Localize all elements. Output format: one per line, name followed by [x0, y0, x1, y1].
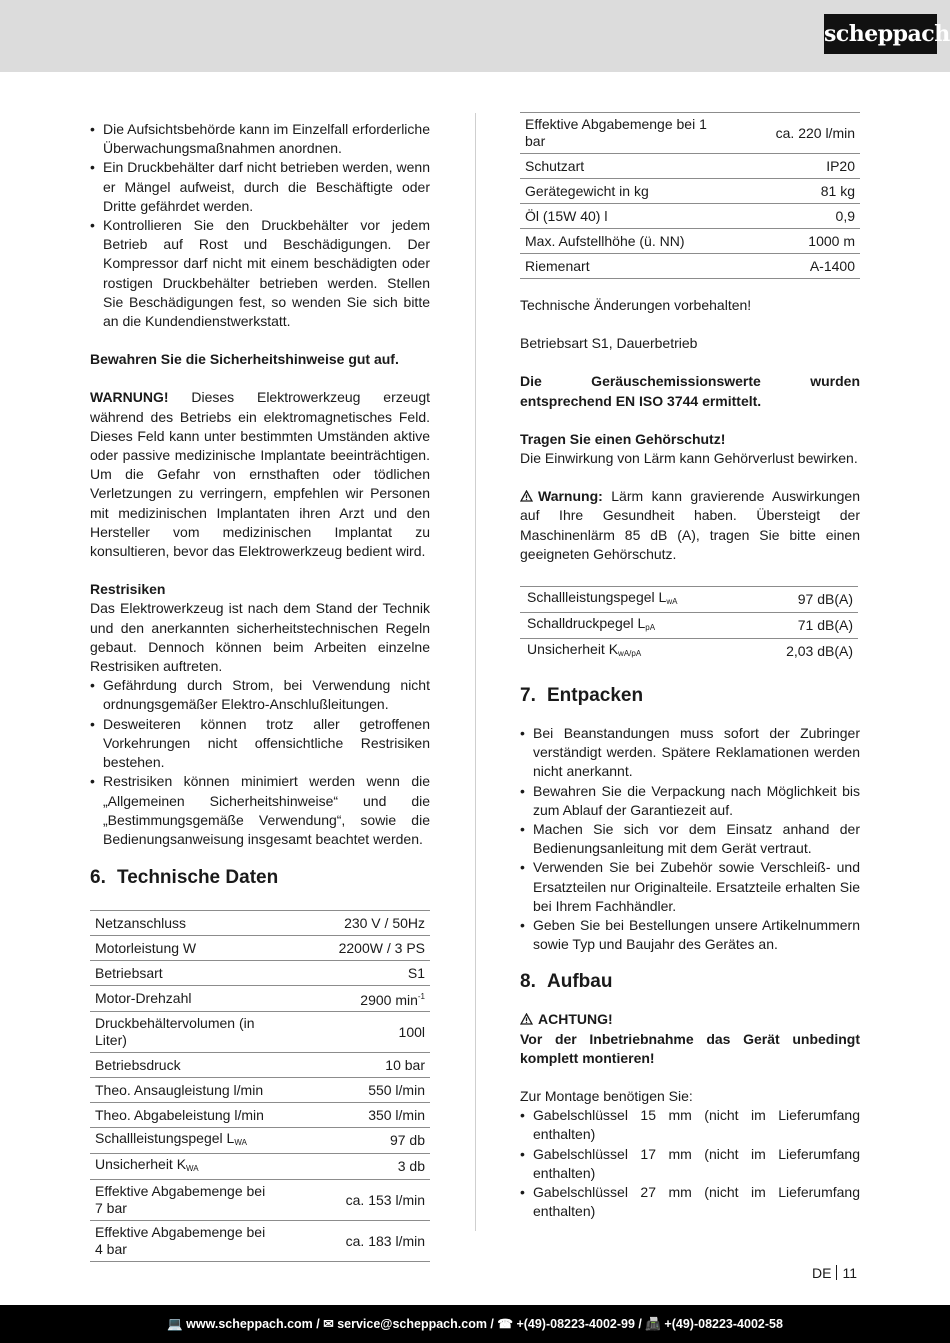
section-title: Aufbau [547, 971, 613, 993]
warning-text: Dieses Elektrowerkzeug erzeugt während des Betriebs ein elektromagnetisches Feld. Dieses Feld kann unter bestimmten Umständen aktive oder passive medizinische Implantate beeinträchtigen. Um die Gefahr von ernsthaften oder tödlichen Verletzungen zu verringern, empfehlen wir Personen mit medizinischen Implantaten ihren Arzt und den Hersteller vom medizinischen Implantat zu konsultieren, bevor das Elektrowerkzeug bedient wird. [90, 389, 430, 560]
website-link[interactable]: www.scheppach.com [186, 1317, 313, 1331]
label-subscript: wA/pA [618, 649, 642, 659]
table-row [520, 204, 860, 229]
spec-label [90, 1128, 334, 1154]
spec-value: 1000 m [771, 229, 860, 254]
section-title: Entpacken [547, 685, 644, 707]
spec-value: 3 db [334, 1154, 430, 1180]
phone-number[interactable]: +(49)-08223-4002-99 [516, 1317, 635, 1331]
warning-paragraph [90, 388, 430, 561]
spec-value: 230 V / 50Hz [334, 911, 430, 936]
warning-triangle-icon [520, 1013, 533, 1025]
table-row [520, 613, 858, 639]
spec-label: Effektive Abgabemenge bei 4 bar [90, 1221, 334, 1262]
spec-value: 2200W / 3 PS [334, 936, 430, 961]
page-number-value: 11 [842, 1265, 857, 1281]
warning-triangle-icon [520, 490, 533, 502]
spec-value: ca. 220 l/min [771, 113, 860, 154]
spec-label: Druckbehältervolumen (in Liter) [90, 1012, 334, 1053]
warning-label: Warnung: [538, 488, 603, 505]
label-subscript: WA [186, 1164, 199, 1174]
label-text: Schallleistungspegel L [95, 1130, 235, 1147]
spec-value: A-1400 [771, 254, 860, 279]
mail-icon: ✉ [323, 1317, 334, 1331]
residual-risks-title: Restrisiken [90, 581, 166, 598]
spec-label [90, 1154, 334, 1180]
page-header [0, 0, 950, 72]
list-item: • Geben Sie bei Bestellungen unsere Artikelnummern sowie Typ und Baujahr des Gerätes an. [520, 916, 860, 954]
list-item: • Ein Druckbehälter darf nicht betrieben werden, wenn er Mängel aufweist, durch die Beschäftigte oder Dritte gefährdet werden. [90, 158, 430, 216]
technical-data-table-continued [520, 112, 860, 279]
spec-value: 10 bar [334, 1053, 430, 1078]
list-item: • Gefährdung durch Strom, bei Verwendung nicht ordnungsgemäßer Elektro-Anschlußleitungen. [90, 676, 430, 714]
spec-value: ca. 183 l/min [334, 1221, 430, 1262]
section-7-heading [520, 684, 860, 708]
spec-label: Theo. Abgabeleistung l/min [90, 1103, 334, 1128]
table-row [90, 1053, 430, 1078]
noise-value: 71 dB(A) [749, 613, 858, 639]
page-number [812, 1265, 857, 1281]
section-title: Technische Daten [117, 867, 279, 889]
table-row [90, 911, 430, 936]
technical-changes-note: Technische Änderungen vorbehalten! [520, 297, 752, 313]
attention-text: ACHTUNG! [538, 1011, 613, 1028]
assembly-warning: Vor der Inbetriebnahme das Gerät unbedingt komplett montieren! [520, 1030, 860, 1066]
table-row [520, 254, 860, 279]
table-row [520, 179, 860, 204]
list-item: • Bei Beanstandungen muss sofort der Zubringer verständigt werden. Spätere Reklamationen werden nicht anerkannt. [520, 724, 860, 782]
spec-value: 100l [334, 1012, 430, 1053]
fax-icon: 📠 [645, 1317, 661, 1331]
table-row [520, 154, 860, 179]
list-item: • Restrisiken können minimiert werden wenn die „Allgemeinen Sicherheitshinweise“ und die „Bestimmungsgemäße Verwendung“, sowie die Bedienungsanweisung insgesamt beachtet werden. [90, 772, 430, 849]
noise-values-table [520, 586, 858, 664]
keep-safety-notice: Bewahren Sie die Sicherheitshinweise gut auf. [90, 351, 399, 368]
spec-label: Effektive Abgabemenge bei 1 bar [520, 113, 771, 154]
column-divider [475, 113, 476, 1231]
right-column [520, 112, 860, 1222]
table-row [520, 639, 858, 665]
spec-value: 81 kg [771, 179, 860, 204]
table-row [90, 1180, 430, 1221]
email-link[interactable]: service@scheppach.com [337, 1317, 487, 1331]
spec-value: 0,9 [771, 204, 860, 229]
table-row [520, 587, 858, 613]
table-row [90, 986, 430, 1012]
spec-value: 550 l/min [334, 1078, 430, 1103]
scheppach-logo: scheppach [824, 14, 937, 54]
operating-mode: Betriebsart S1, Dauerbetrieb [520, 335, 698, 352]
spec-label: Schutzart [520, 154, 771, 179]
spec-value: 97 db [334, 1128, 430, 1154]
fax-number: +(49)-08223-4002-58 [664, 1317, 783, 1331]
label-text: Schallleistungspegel L [527, 589, 667, 606]
label-text: Schalldruckpegel L [527, 615, 646, 632]
hearing-protection-text: Die Einwirkung von Lärm kann Gehörverlust bewirken. [520, 450, 858, 467]
noise-value: 2,03 dB(A) [786, 643, 853, 660]
section-6-heading [90, 866, 430, 890]
list-item: • Gabelschlüssel 15 mm (nicht im Lieferumfang enthalten) [520, 1106, 860, 1144]
tools-list [520, 1106, 860, 1221]
list-item: • Bewahren Sie die Verpackung nach Möglichkeit bis zum Ablauf der Garantiezeit auf. [520, 782, 860, 820]
hearing-protection-title: Tragen Sie einen Gehörschutz! [520, 430, 726, 447]
label-subscript: wA [666, 597, 678, 607]
table-row [90, 1078, 430, 1103]
label-subscript: WA [234, 1138, 247, 1148]
value-superscript: -1 [417, 992, 425, 1002]
noise-emission-note: Die Geräuschemissionswerte wurden entsprechend EN ISO 3744 ermittelt. [520, 373, 860, 409]
list-item: • Verwenden Sie bei Zubehör sowie Verschleiß- und Ersatzteilen nur Originalteile. Ersatzteile erhalten Sie bei Ihrem Fachhändler. [520, 858, 860, 916]
residual-risks-text: Das Elektrowerkzeug ist nach dem Stand der Technik und den anerkannten sicherheitstechnischen Regeln gebaut. Dennoch können beim Arbeiten einzelne Restrisiken auftreten. [90, 600, 430, 675]
spec-value: IP20 [771, 154, 860, 179]
pressure-vessel-list [90, 120, 430, 331]
spec-label: Öl (15W 40) l [520, 204, 771, 229]
left-column [90, 120, 430, 1262]
spec-label: Riemenart [520, 254, 771, 279]
unpacking-list [520, 724, 860, 954]
spec-label: Motor-Drehzahl [90, 986, 334, 1012]
phone-icon: ☎ [497, 1317, 513, 1331]
table-row [520, 113, 860, 154]
label-subscript: pA [645, 623, 656, 633]
section-number: 6. [90, 867, 106, 889]
table-row [90, 1221, 430, 1262]
section-8-heading [520, 970, 860, 994]
warning-label: WARNUNG! [90, 389, 169, 406]
noise-warning-paragraph [520, 487, 860, 564]
spec-label: Effektive Abgabemenge bei 7 bar [90, 1180, 334, 1221]
table-row [90, 1012, 430, 1053]
spec-label: Motorleistung W [90, 936, 334, 961]
list-item: • Kontrollieren Sie den Druckbehälter vor jedem Betrieb auf Rost und Beschädigungen. Der Kompressor darf nicht mit einem beschädigten oder rostigen Druckbehälter betrieben werden. Stellen Sie Beschädigungen fest, so wenden Sie sich bitte an die Kundendienstwerkstatt. [90, 216, 430, 331]
label-text: Unsicherheit K [527, 641, 619, 658]
noise-label [520, 639, 749, 665]
attention-label [520, 1010, 860, 1029]
list-item: • Gabelschlüssel 27 mm (nicht im Lieferumfang enthalten) [520, 1183, 860, 1221]
table-row [90, 1103, 430, 1128]
table-row [90, 1154, 430, 1180]
section-number: 7. [520, 685, 536, 707]
residual-risks-list [90, 676, 430, 849]
spec-value: 350 l/min [334, 1103, 430, 1128]
spec-label: Betriebsart [90, 961, 334, 986]
tools-intro: Zur Montage benötigen Sie: [520, 1088, 693, 1105]
technical-data-table [90, 910, 430, 1262]
spec-label: Theo. Ansaugleistung l/min [90, 1078, 334, 1103]
value-text: 2900 min [360, 992, 418, 1009]
computer-icon: 💻 [167, 1317, 183, 1331]
spec-label: Betriebsdruck [90, 1053, 334, 1078]
table-row [90, 961, 430, 986]
label-text: Unsicherheit K [95, 1156, 187, 1173]
warning-text: Lärm kann gravierende Auswirkungen auf Ihre Gesundheit haben. Übersteigt der Maschinenlärm 85 dB (A), tragen Sie bitte einen geeigneten Gehörschutz. [520, 488, 860, 562]
spec-label: Gerätegewicht in kg [520, 179, 771, 204]
spec-value: ca. 153 l/min [334, 1180, 430, 1221]
table-row [90, 936, 430, 961]
spec-label: Max. Aufstellhöhe (ü. NN) [520, 229, 771, 254]
list-item: • Gabelschlüssel 17 mm (nicht im Lieferumfang enthalten) [520, 1145, 860, 1183]
noise-value: 97 dB(A) [749, 587, 858, 613]
list-item: • Desweiteren können trotz aller getroffenen Vorkehrungen nicht offensichtliche Restrisiken bestehen. [90, 715, 430, 773]
spec-label: Netzanschluss [90, 911, 334, 936]
list-item: • Die Aufsichtsbehörde kann im Einzelfall erforderliche Überwachungsmaßnahmen anordnen. [90, 120, 430, 158]
spec-value: S1 [334, 961, 430, 986]
spec-value [334, 986, 430, 1012]
noise-label [520, 613, 749, 639]
language-code: DE [812, 1265, 832, 1281]
noise-label [520, 587, 749, 613]
page-footer: 💻 www.scheppach.com / ✉ service@scheppach.com / ☎ +(49)-08223-4002-99 / 📠 +(49)-08223-4002-58 [0, 1305, 950, 1343]
table-row [90, 1128, 430, 1154]
table-row [520, 229, 860, 254]
section-number: 8. [520, 971, 536, 993]
list-item: • Machen Sie sich vor dem Einsatz anhand der Bedienungsanleitung mit dem Gerät vertraut. [520, 820, 860, 858]
